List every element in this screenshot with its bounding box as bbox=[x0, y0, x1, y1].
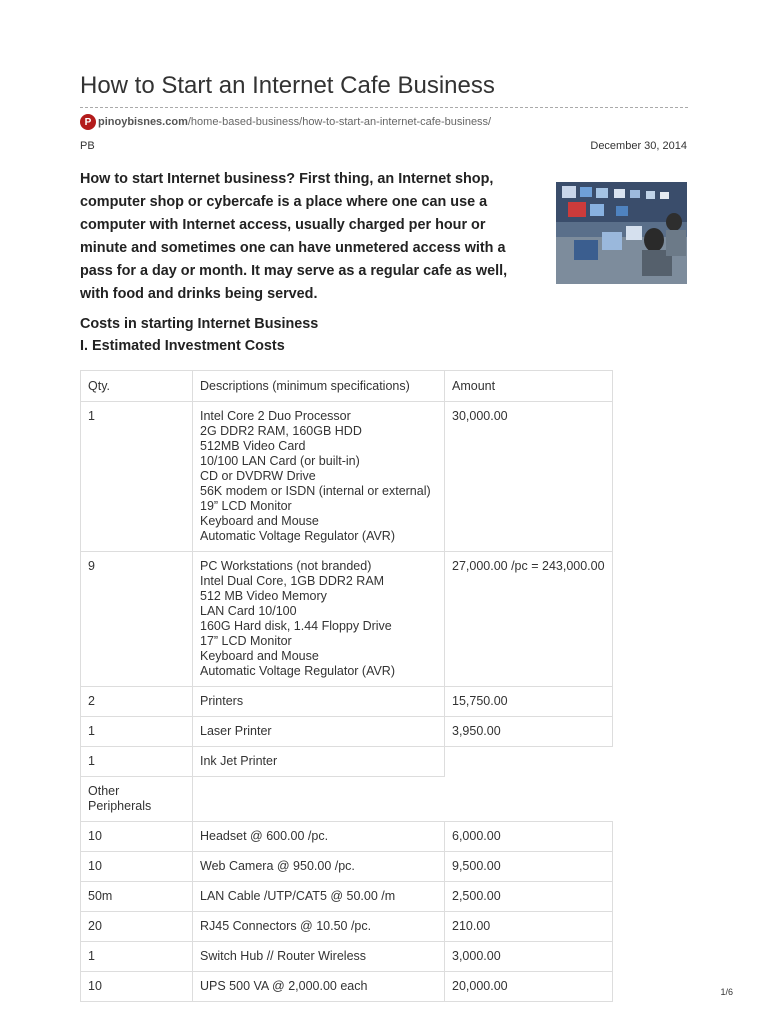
source-domain: pinoybisnes.com bbox=[98, 116, 188, 128]
description-cell: Web Camera @ 950.00 /pc. bbox=[193, 852, 445, 882]
spec-line: Automatic Voltage Regulator (AVR) bbox=[200, 529, 396, 543]
table-row bbox=[81, 912, 613, 942]
amount-cell: 9,500.00 bbox=[445, 852, 613, 882]
table-row bbox=[81, 942, 613, 972]
title-divider bbox=[80, 107, 688, 108]
spec-line: PC Workstations (not branded) bbox=[200, 559, 372, 573]
table-row bbox=[81, 552, 613, 687]
table-header-row bbox=[81, 371, 613, 402]
qty-cell: 20 bbox=[81, 912, 193, 942]
amount-cell bbox=[445, 747, 613, 777]
internet-cafe-photo bbox=[556, 182, 687, 284]
table-row bbox=[81, 882, 613, 912]
investment-heading: I. Estimated Investment Costs bbox=[80, 338, 285, 354]
amount-cell: 210.00 bbox=[445, 912, 613, 942]
amount-cell: 6,000.00 bbox=[445, 822, 613, 852]
table-row bbox=[81, 402, 613, 552]
source-link[interactable] bbox=[98, 116, 491, 128]
spec-line: 512MB Video Card bbox=[200, 439, 306, 453]
site-logo-icon: P bbox=[80, 114, 96, 130]
section-label-cell: Other Peripherals bbox=[81, 777, 193, 822]
spec-line: 2G DDR2 RAM, 160GB HDD bbox=[200, 424, 362, 438]
page-number: 1/6 bbox=[720, 987, 733, 997]
description-cell bbox=[193, 402, 445, 552]
amount-cell: 2,500.00 bbox=[445, 882, 613, 912]
spec-line: 17” LCD Monitor bbox=[200, 634, 292, 648]
qty-cell: 9 bbox=[81, 552, 193, 687]
table-row bbox=[81, 687, 613, 717]
spec-line: CD or DVDRW Drive bbox=[200, 469, 316, 483]
table-row bbox=[81, 852, 613, 882]
source-path: /home-based-business/how-to-start-an-internet-cafe-business/ bbox=[187, 116, 492, 128]
description-cell bbox=[193, 552, 445, 687]
costs-heading: Costs in starting Internet Business bbox=[80, 316, 319, 332]
amount-cell: 27,000.00 /pc = 243,000.00 bbox=[445, 552, 613, 687]
table-row bbox=[81, 777, 613, 822]
spec-line: Automatic Voltage Regulator (AVR) bbox=[200, 664, 396, 678]
description-cell: Printers bbox=[193, 687, 445, 717]
spec-line: 10/100 LAN Card (or built-in) bbox=[200, 454, 360, 468]
amount-cell: 3,000.00 bbox=[445, 942, 613, 972]
qty-cell: 1 bbox=[81, 942, 193, 972]
description-cell: Headset @ 600.00 /pc. bbox=[193, 822, 445, 852]
spec-line: 160G Hard disk, 1.44 Floppy Drive bbox=[200, 619, 392, 633]
table-row bbox=[81, 717, 613, 747]
qty-cell: 2 bbox=[81, 687, 193, 717]
table-row bbox=[81, 822, 613, 852]
qty-cell: 10 bbox=[81, 972, 193, 1002]
qty-cell: 1 bbox=[81, 747, 193, 777]
amount-cell: 15,750.00 bbox=[445, 687, 613, 717]
source-line bbox=[80, 114, 491, 130]
investment-costs-table bbox=[80, 370, 613, 1002]
author: PB bbox=[80, 140, 95, 152]
description-cell: Ink Jet Printer bbox=[193, 747, 445, 777]
spec-line: 19” LCD Monitor bbox=[200, 499, 292, 513]
qty-cell: 50m bbox=[81, 882, 193, 912]
amount-cell: 30,000.00 bbox=[445, 402, 613, 552]
intro-paragraph: How to start Internet business? First thing, an Internet shop, computer shop or cybercafe is a place where one can use a computer with Internet access, usually charged per hour or minute and sometimes one can have unmetered access with a pass for a day or month. It may serve as a regular cafe as well, with food and drinks being served. bbox=[80, 171, 508, 302]
qty-cell: 10 bbox=[81, 852, 193, 882]
table-row bbox=[81, 972, 613, 1002]
description-cell: Laser Printer bbox=[193, 717, 445, 747]
page-title: How to Start an Internet Cafe Business bbox=[80, 72, 495, 99]
qty-cell: 10 bbox=[81, 822, 193, 852]
description-cell: UPS 500 VA @ 2,000.00 each bbox=[193, 972, 445, 1002]
spec-line: Keyboard and Mouse bbox=[200, 514, 319, 528]
spec-line: 56K modem or ISDN (internal or external) bbox=[200, 484, 431, 498]
spec-line: LAN Card 10/100 bbox=[200, 604, 297, 618]
header-qty: Qty. bbox=[81, 371, 193, 402]
amount-cell: 20,000.00 bbox=[445, 972, 613, 1002]
description-cell: Switch Hub // Router Wireless bbox=[193, 942, 445, 972]
publish-date: December 30, 2014 bbox=[590, 140, 687, 152]
spec-line: 512 MB Video Memory bbox=[200, 589, 327, 603]
description-cell: LAN Cable /UTP/CAT5 @ 50.00 /m bbox=[193, 882, 445, 912]
qty-cell: 1 bbox=[81, 717, 193, 747]
amount-cell: 3,950.00 bbox=[445, 717, 613, 747]
spec-line: Keyboard and Mouse bbox=[200, 649, 319, 663]
spec-line: Intel Core 2 Duo Processor bbox=[200, 409, 351, 423]
header-description: Descriptions (minimum specifications) bbox=[193, 371, 445, 402]
spec-line: Intel Dual Core, 1GB DDR2 RAM bbox=[200, 574, 385, 588]
qty-cell: 1 bbox=[81, 402, 193, 552]
table-row bbox=[81, 747, 613, 777]
description-cell: RJ45 Connectors @ 10.50 /pc. bbox=[193, 912, 445, 942]
header-amount: Amount bbox=[445, 371, 613, 402]
